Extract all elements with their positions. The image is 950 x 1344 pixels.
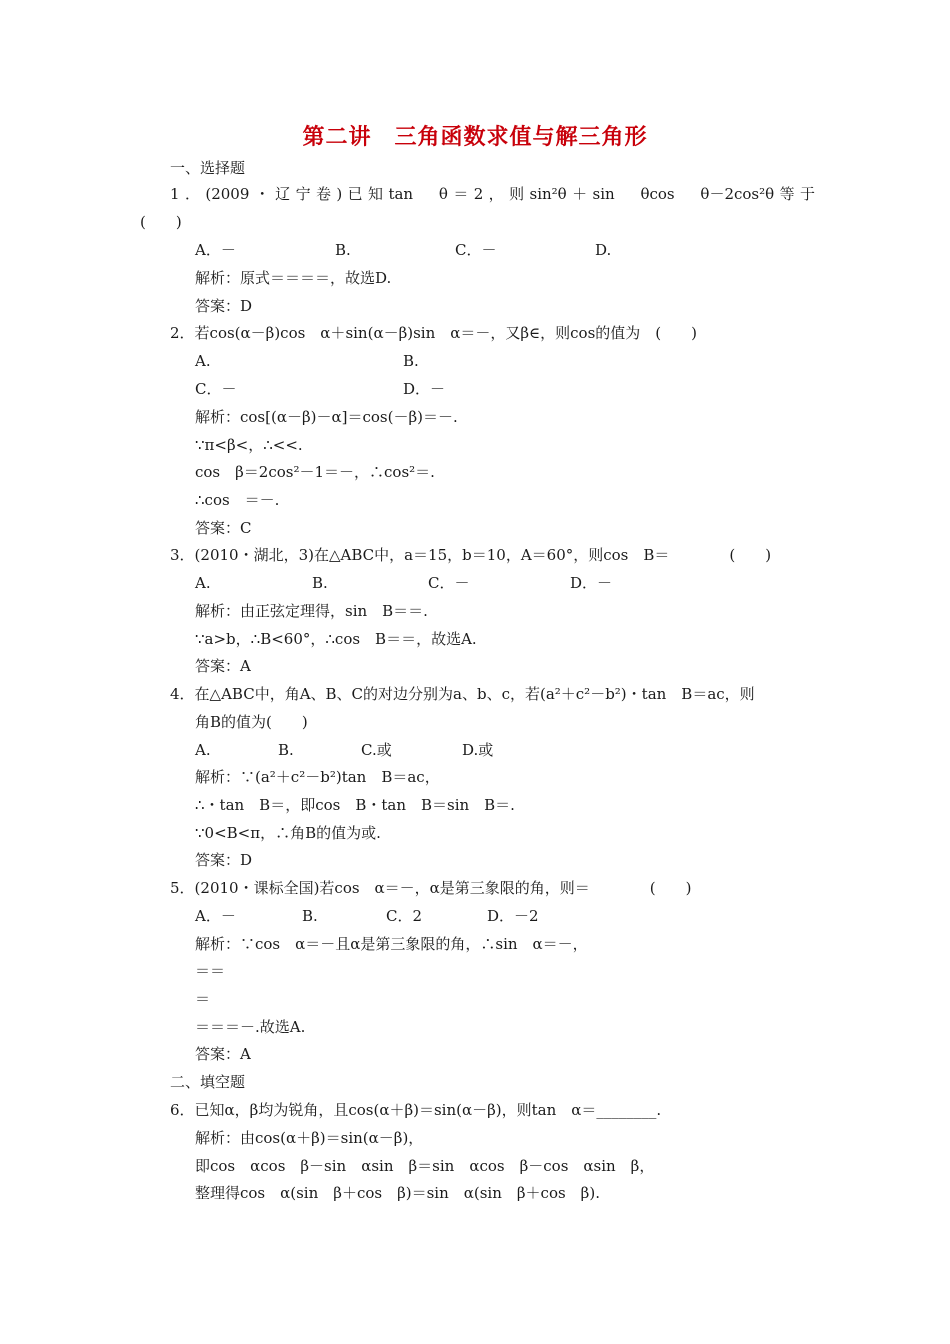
text-line: 答案：A [195,1045,251,1063]
answer-option: C.或 [361,741,392,759]
text-line: 1．(2009・辽宁卷)已知tan θ＝2，则sin²θ＋sin θcos θ－2cos²θ等于 [170,185,815,203]
answer-option: A. [195,741,211,759]
answer-option: B. [278,741,294,759]
text-line: 解析：原式＝＝＝＝，故选D. [195,269,392,287]
text-line: ∴cos ＝－. [195,491,280,509]
text-line: 解析：cos[(α－β)－α]＝cos(－β)＝－. [195,408,458,426]
answer-option: A. [195,574,211,592]
answer-option: C．－ [428,574,470,592]
text-line: 即cos αcos β－sin αsin β＝sin αcos β－cos αsin β， [195,1157,655,1175]
answer-option: D．－ [403,380,446,398]
answer-option: B. [403,352,419,370]
text-line: 解析：由cos(α＋β)＝sin(α－β)， [195,1129,424,1147]
text-line: ＝ [195,990,211,1008]
answer-option: D.或 [462,741,494,759]
text-line: 5．(2010・课标全国)若cos α＝－，α是第三象限的角，则＝ ( ) [170,879,692,897]
text-line: 一、选择题 [170,159,246,177]
text-line: 二、填空题 [170,1073,246,1091]
answer-option: D. [595,241,612,259]
text-line: 3．(2010・湖北，3)在△ABC中，a＝15，b＝10，A＝60°，则cos B＝ ( ) [170,546,772,564]
text-line: 2．若cos(α－β)cos α＋sin(α－β)sin α＝－，又β∈，则cos的值为 ( ) [170,324,697,342]
text-line: cos β＝2cos²－1＝－，∴cos²＝. [195,463,435,481]
text-line: ∵a>b，∴B<60°，∴cos B＝＝，故选A. [195,630,477,648]
text-line: ∴・tan B＝，即cos B・tan B＝sin B＝. [195,796,515,814]
answer-option: C．－ [195,380,237,398]
answer-option: A．－ [195,241,236,259]
answer-option: C．2 [386,907,423,925]
answer-option: B. [302,907,318,925]
text-line: ( ) [140,213,182,231]
answer-option: D．－2 [487,907,539,925]
text-line: 6．已知α，β均为锐角，且cos(α＋β)＝sin(α－β)，则tan α＝________. [170,1101,662,1119]
text-line: 答案：A [195,657,251,675]
text-line: ∵0<B<π，∴角B的值为或. [195,824,381,842]
text-line: ＝＝＝－.故选A. [195,1018,306,1036]
text-line: ∵π<β<，∴<<. [195,436,303,454]
text-line: 答案：D [195,297,253,315]
text-line: 答案：C [195,519,252,537]
text-line: 4．在△ABC中，角A、B、C的对边分别为a、b、c，若(a²＋c²－b²)・tan B＝ac，则 [170,685,755,703]
text-line: 解析：∵(a²＋c²－b²)tan B＝ac， [195,768,440,786]
text-line: 答案：D [195,851,253,869]
answer-option: B. [335,241,351,259]
answer-option: A. [195,352,211,370]
text-line: ＝＝ [195,962,226,980]
answer-option: B. [312,574,328,592]
text-line: 解析：∵cos α＝－且α是第三象限的角，∴sin α＝－， [195,935,588,953]
answer-option: A．－ [195,907,236,925]
text-line: 整理得cos α(sin β＋cos β)＝sin α(sin β＋cos β). [195,1184,600,1202]
text-line: 角B的值为( ) [195,713,308,731]
answer-option: D．－ [570,574,613,592]
page-title: 第二讲 三角函数求值与解三角形 [302,125,648,150]
text-line: 解析：由正弦定理得，sin B＝＝. [195,602,428,620]
answer-option: C．－ [455,241,497,259]
